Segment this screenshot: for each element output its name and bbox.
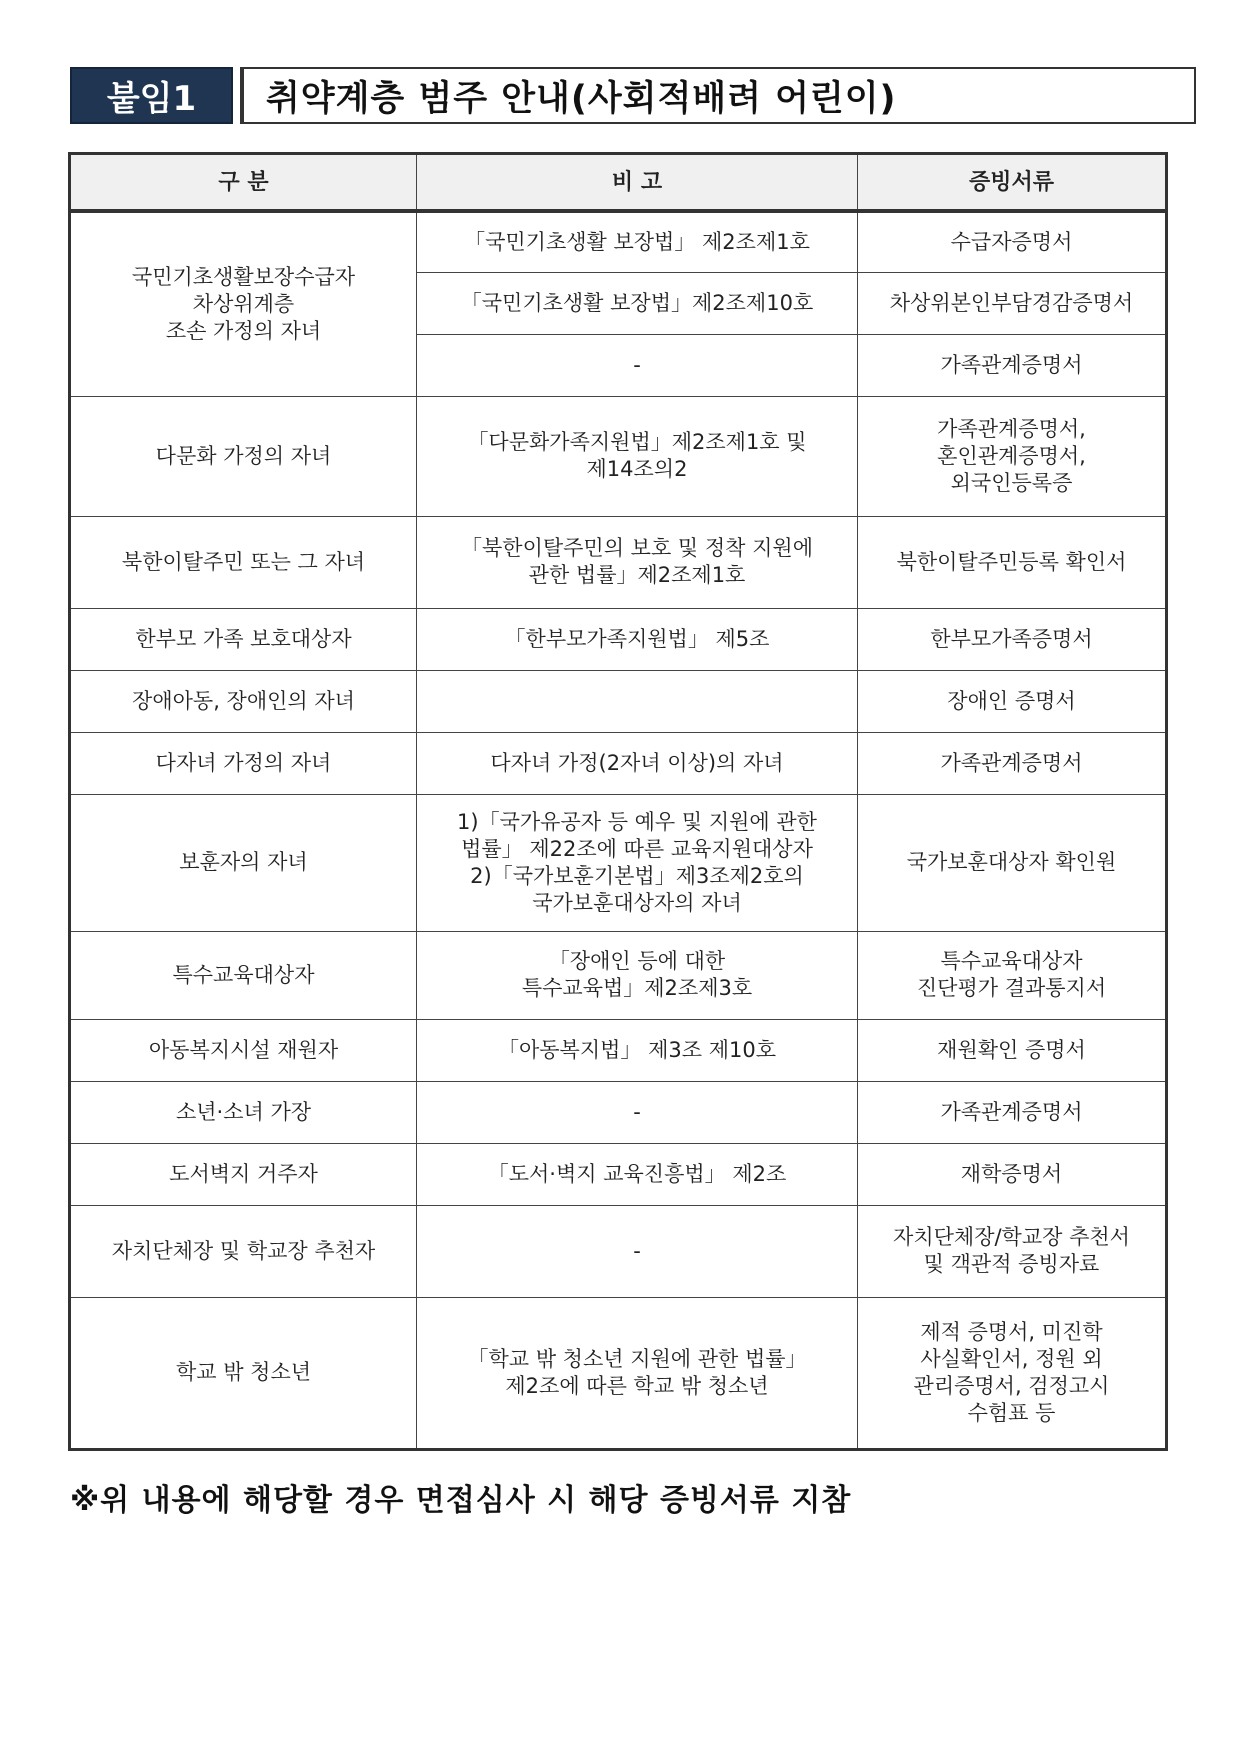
category-cell: 특수교육대상자 (70, 931, 417, 1019)
note-cell: 「다문화가족지원법」제2조제1호 및 제14조의2 (417, 396, 858, 516)
table-row (70, 1297, 1167, 1449)
note-cell: 「국민기초생활 보장법」 제2조제1호 (417, 211, 858, 272)
note-cell (417, 670, 858, 732)
note-cell: 「학교 밖 청소년 지원에 관한 법률」 제2조에 따른 학교 밖 청소년 (417, 1297, 858, 1449)
docs-cell: 자치단체장/학교장 추천서 및 객관적 증빙자료 (858, 1205, 1167, 1297)
note-cell: - (417, 1205, 858, 1297)
column-header-docs: 증빙서류 (858, 154, 1167, 212)
category-cell: 한부모 가족 보호대상자 (70, 608, 417, 670)
category-cell: 장애아동, 장애인의 자녀 (70, 670, 417, 732)
docs-cell: 수급자증명서 (858, 211, 1167, 272)
attachment-badge: 붙임1 (70, 67, 233, 124)
table-row (70, 1143, 1167, 1205)
note-cell: - (417, 1081, 858, 1143)
table-row (70, 211, 1167, 272)
category-cell: 아동복지시설 재원자 (70, 1019, 417, 1081)
table-row (70, 670, 1167, 732)
table-row (70, 516, 1167, 608)
table-header-row (70, 154, 1167, 212)
docs-cell: 차상위본인부담경감증명서 (858, 272, 1167, 334)
column-header-category: 구 분 (70, 154, 417, 212)
page-header (70, 67, 1170, 124)
note-cell: 「도서·벽지 교육진흥법」 제2조 (417, 1143, 858, 1205)
docs-cell: 가족관계증명서, 혼인관계증명서, 외국인등록증 (858, 396, 1167, 516)
note-cell: - (417, 334, 858, 396)
category-cell: 자치단체장 및 학교장 추천자 (70, 1205, 417, 1297)
category-cell: 국민기초생활보장수급자 차상위계층 조손 가정의 자녀 (70, 211, 417, 396)
table-row (70, 1019, 1167, 1081)
column-header-note: 비 고 (417, 154, 858, 212)
docs-cell: 제적 증명서, 미진학 사실확인서, 정원 외 관리증명서, 검정고시 수험표 등 (858, 1297, 1167, 1449)
category-cell: 소년·소녀 가장 (70, 1081, 417, 1143)
category-cell: 북한이탈주민 또는 그 자녀 (70, 516, 417, 608)
table-row (70, 931, 1167, 1019)
category-cell: 다문화 가정의 자녀 (70, 396, 417, 516)
table-row (70, 794, 1167, 931)
category-cell: 다자녀 가정의 자녀 (70, 732, 417, 794)
table-row (70, 732, 1167, 794)
docs-cell: 북한이탈주민등록 확인서 (858, 516, 1167, 608)
docs-cell: 재학증명서 (858, 1143, 1167, 1205)
note-cell: 「한부모가족지원법」 제5조 (417, 608, 858, 670)
category-cell: 학교 밖 청소년 (70, 1297, 417, 1449)
docs-cell: 특수교육대상자 진단평가 결과통지서 (858, 931, 1167, 1019)
page-title: 취약계층 범주 안내(사회적배려 어린이) (240, 67, 1196, 124)
docs-cell: 국가보훈대상자 확인원 (858, 794, 1167, 931)
table-row (70, 396, 1167, 516)
note-cell: 「아동복지법」 제3조 제10호 (417, 1019, 858, 1081)
docs-cell: 가족관계증명서 (858, 1081, 1167, 1143)
table-row (70, 1205, 1167, 1297)
table-row (70, 1081, 1167, 1143)
note-cell: 「북한이탈주민의 보호 및 정착 지원에 관한 법률」제2조제1호 (417, 516, 858, 608)
docs-cell: 가족관계증명서 (858, 732, 1167, 794)
table-row (70, 608, 1167, 670)
category-cell: 도서벽지 거주자 (70, 1143, 417, 1205)
docs-cell: 장애인 증명서 (858, 670, 1167, 732)
note-cell: 「장애인 등에 대한 특수교육법」제2조제3호 (417, 931, 858, 1019)
note-cell: 「국민기초생활 보장법」제2조제10호 (417, 272, 858, 334)
note-cell: 다자녀 가정(2자녀 이상)의 자녀 (417, 732, 858, 794)
docs-cell: 재원확인 증명서 (858, 1019, 1167, 1081)
note-cell: 1)「국가유공자 등 예우 및 지원에 관한 법률」 제22조에 따른 교육지원대상자 2)「국가보훈기본법」제3조제2호의 국가보훈대상자의 자녀 (417, 794, 858, 931)
docs-cell: 한부모가족증명서 (858, 608, 1167, 670)
footnote: ※위 내용에 해당할 경우 면접심사 시 해당 증빙서류 지참 (70, 1483, 852, 1518)
docs-cell: 가족관계증명서 (858, 334, 1167, 396)
category-cell: 보훈자의 자녀 (70, 794, 417, 931)
vulnerable-groups-table (68, 152, 1168, 1451)
